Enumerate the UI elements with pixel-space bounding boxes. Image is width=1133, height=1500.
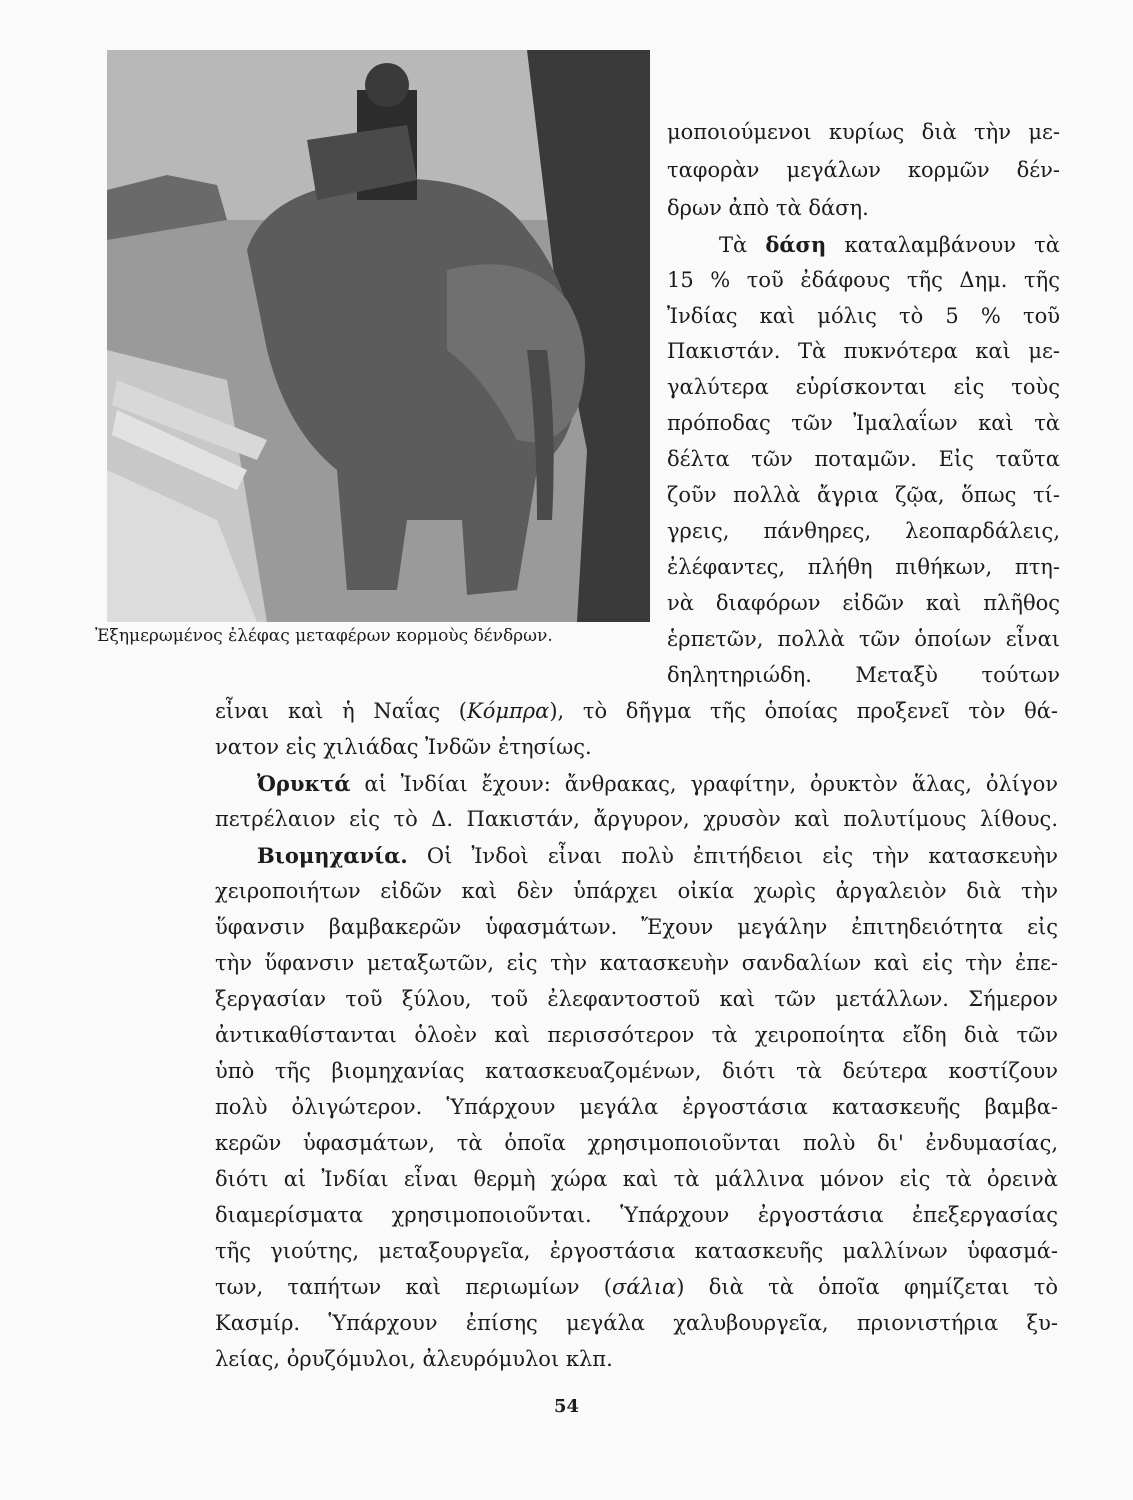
text-line: διαμερίσματα χρησιμοποιοῦνται. Ὑπάρχουν ἐργοστάσια ἐπεξεργασίας [215,1203,1058,1227]
text-line: πετρέλαιον εἰς τὸ Δ. Πακιστάν, ἄργυρον, χρυσὸν καὶ πολυτίμους λίθους. [215,807,1058,831]
text-line: νατον εἰς χιλιάδας Ἰνδῶν ἐτησίως. [215,735,592,759]
paragraph-minerals-first-line [215,773,1058,795]
italic-term-cobra: Κόμπρα [467,699,550,723]
paragraph-industry-first-line [215,845,1058,867]
text-span: Οἱ Ἰνδοὶ εἶναι πολὺ ἐπιτήδειοι εἰς τὴν κατασκευὴν [426,844,1058,868]
text-line: νὰ διαφόρων εἰδῶν καὶ πλῆθος [667,591,1060,615]
text-line: ἐλέφαντες, πλήθη πιθήκων, πτη- [667,555,1060,579]
heading-industry: Βιομηχανία. [257,843,408,868]
text-line: Πακιστάν. Τὰ πυκνότερα καὶ με- [667,339,1060,363]
text-line-cobra [215,701,1058,722]
text-line: λείας, ὀρυζόμυλοι, ἀλευρόμυλοι κλπ. [215,1347,613,1371]
text-line: πολὺ ὀλιγώτερον. Ὑπάρχουν μεγάλα ἐργοστάσια κατασκευῆς βαμβα- [215,1095,1058,1119]
text-line: Ἰνδίας καὶ μόλις τὸ 5 % τοῦ [667,304,1060,328]
text-line: κερῶν ὑφασμάτων, τὰ ὁποῖα χρησιμοποιοῦνται πολὺ δι' ἐνδυμασίας, [215,1131,1058,1155]
italic-term-shawls: σάλια [611,1275,677,1299]
text-line: ἀντικαθίστανται ὁλοὲν καὶ περισσότερον τὰ χειροποίητα εἴδη διὰ τῶν [215,1023,1058,1047]
text-line: πρόποδας τῶν Ἰμαλαΐων καὶ τὰ [667,411,1060,435]
text-line: 15 % τοῦ ἐδάφους τῆς Δημ. τῆς [667,268,1060,292]
keyword-forests: δάση [765,232,827,257]
text-line: ταφορὰν μεγάλων κορμῶν δέν- [667,158,1060,182]
text-span: ), τὸ δῆγμα τῆς ὁποίας προξενεῖ τὸν θά- [549,699,1059,723]
text-line: ζοῦν πολλὰ ἄγρια ζῷα, ὅπως τί- [667,483,1060,507]
text-line: ξεργασίαν τοῦ ξύλου, τοῦ ἐλεφαντοστοῦ καὶ τῶν μετάλλων. Σήμερον [215,987,1058,1011]
text-span: Τὰ [719,233,748,257]
elephant-photo [107,50,650,622]
text-line: γαλύτερα εὑρίσκονται εἰς τοὺς [667,375,1060,399]
text-line: χειροποιήτων εἰδῶν καὶ δὲν ὑπάρχει οἰκία χωρὶς ἀργαλειὸν διὰ τὴν [215,879,1058,903]
text-span: αἱ Ἰνδίαι ἔχουν: ἄνθρακας, γραφίτην, ὀρυκτὸν ἅλας, ὀλίγον [364,772,1058,796]
text-span: των, ταπήτων καὶ περιωμίων ( [215,1275,612,1299]
text-line-shawls [215,1277,1058,1298]
text-span: καταλαμβάνουν τὰ [844,233,1060,257]
text-line: ὕφανσιν βαμβακερῶν ὑφασμάτων. Ἔχουν μεγάλην ἐπιτηδειότητα εἰς [215,915,1058,939]
heading-minerals: Ὀρυκτά [257,771,351,796]
text-line: τὴν ὕφανσιν μεταξωτῶν, εἰς τὴν κατασκευὴν σανδαλίων καὶ εἰς τὴν ἐπε- [215,951,1058,975]
page-number: 54 [553,1396,580,1417]
figure-caption: Ἐξημερωμένος ἐλέφας μεταφέρων κορμοὺς δένδρων. [95,626,553,646]
text-line: ὑπὸ τῆς βιομηχανίας κατασκευαζομένων, διότι τὰ δεύτερα κοστίζουν [215,1059,1058,1083]
text-line: δέλτα τῶν ποταμῶν. Εἰς ταῦτα [667,447,1060,471]
text-line: ἑρπετῶν, πολλὰ τῶν ὁποίων εἶναι [667,627,1060,651]
text-span: εἶναι καὶ ἡ Ναΐας ( [215,699,468,723]
text-line: τῆς γιούτης, μεταξουργεῖα, ἐργοστάσια κατασκευῆς μαλλίνων ὑφασμά- [215,1239,1058,1263]
text-line: διότι αἱ Ἰνδίαι εἶναι θερμὴ χώρα καὶ τὰ μάλλινα μόνον εἰς τὰ ὀρεινὰ [215,1167,1058,1191]
text-line: Κασμίρ. Ὑπάρχουν ἐπίσης μεγάλα χαλυβουργεῖα, πριονιστήρια ξυ- [215,1311,1058,1335]
text-line: δηλητηριώδη. Μεταξὺ τούτων [667,663,1060,687]
text-line: δρων ἀπὸ τὰ δάση. [667,196,869,220]
text-line: γρεις, πάνθηρες, λεοπαρδάλεις, [667,519,1060,543]
text-span: ) διὰ τὰ ὁποῖα φημίζεται τὸ [676,1275,1058,1299]
text-line: μοποιούμενοι κυρίως διὰ τὴν με- [667,120,1060,144]
paragraph-forests-first-line [667,234,1060,256]
